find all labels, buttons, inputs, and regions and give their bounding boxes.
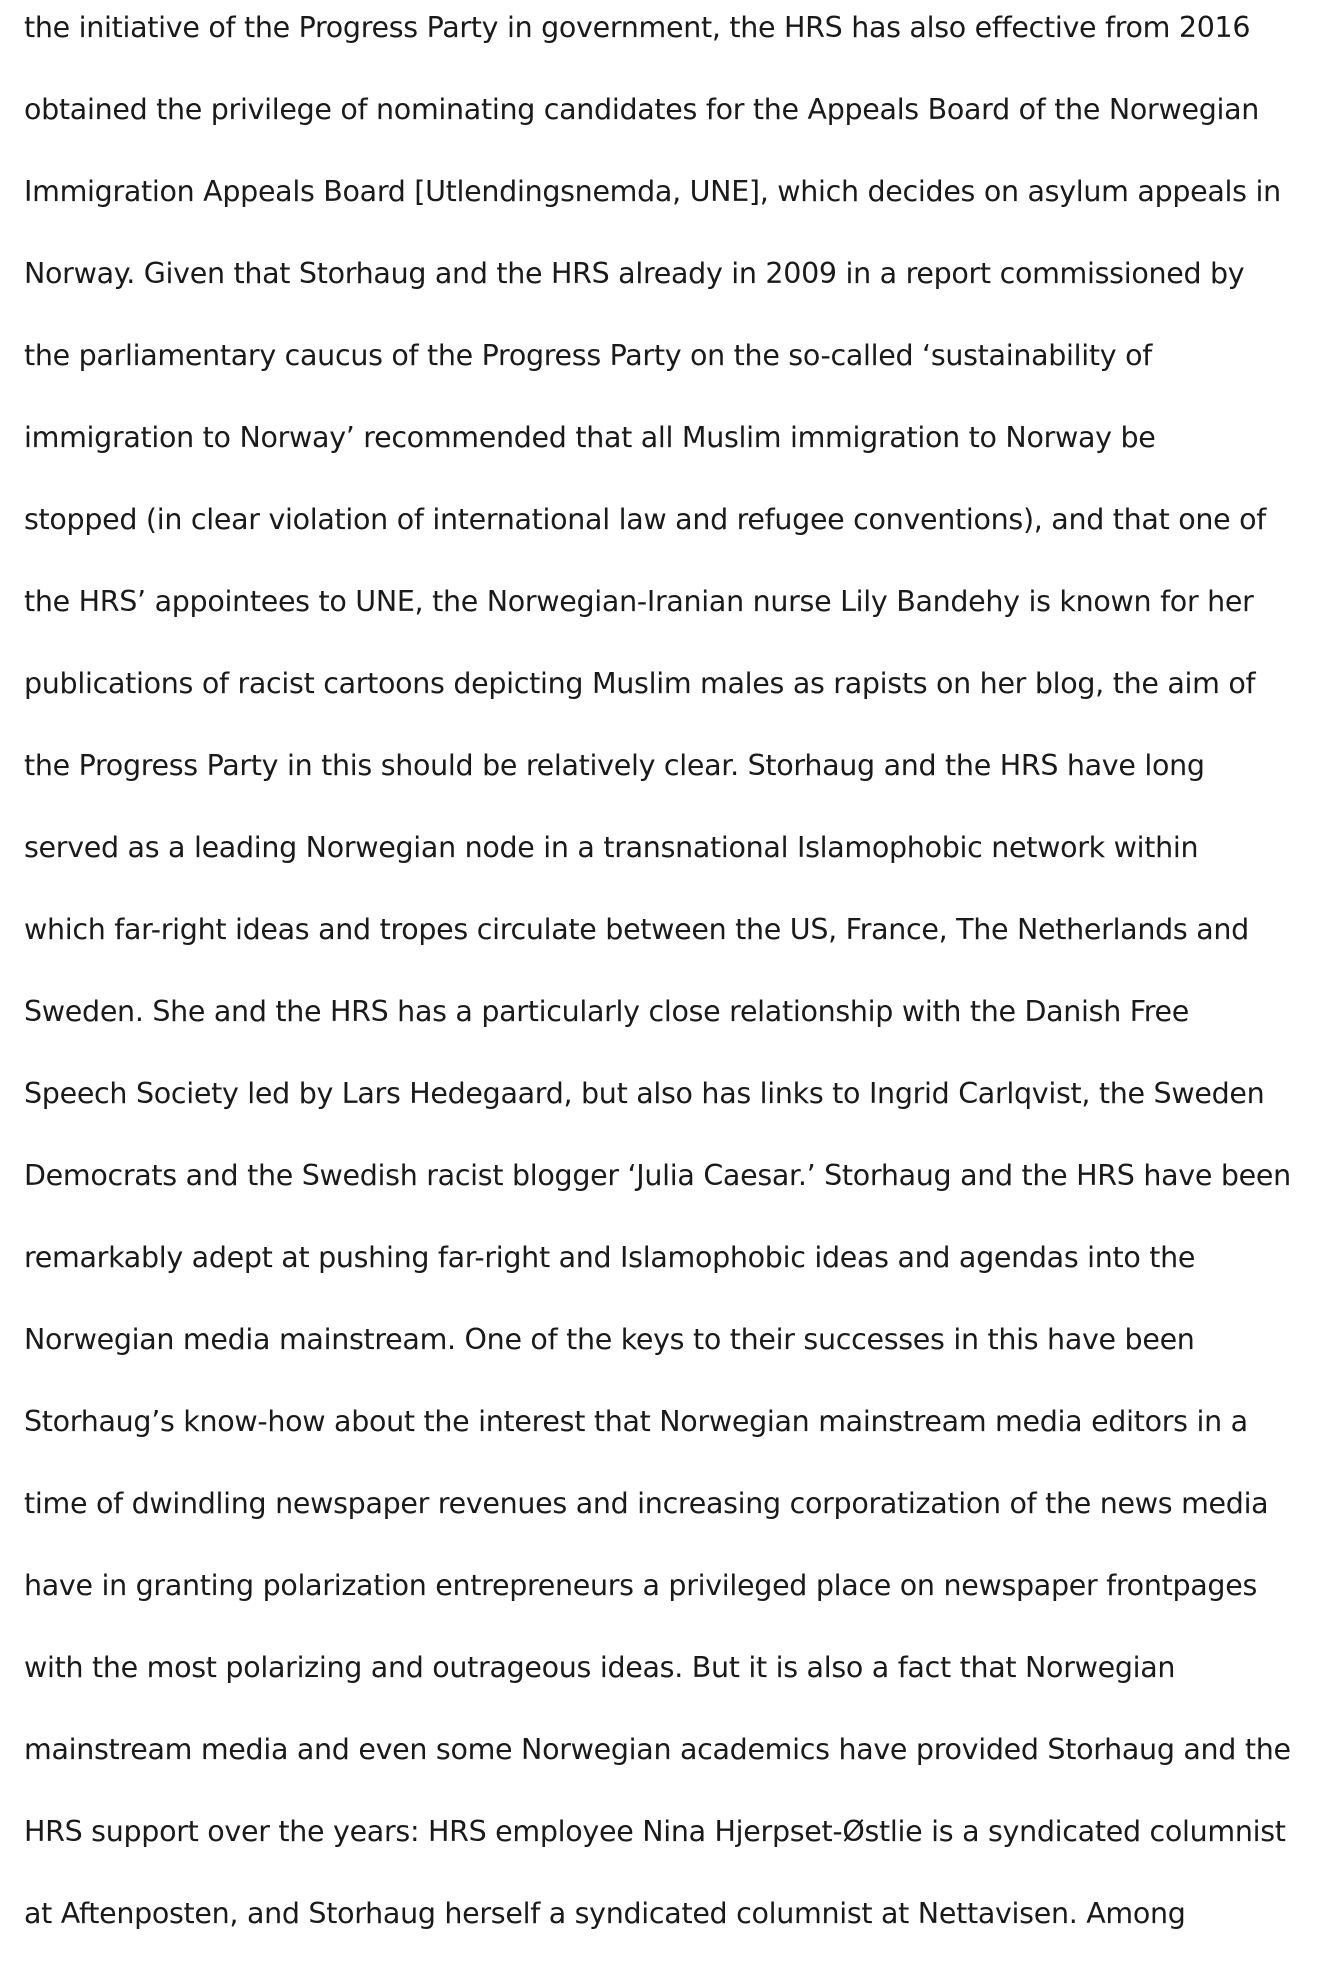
text-line: the parliamentary caucus of the Progress Party on the so-called ‘sustainability of [24, 339, 1152, 372]
text-line: Norwegian media mainstream. One of the keys to their successes in this have been [24, 1323, 1195, 1356]
text-line: the initiative of the Progress Party in government, the HRS has also effective from 2016 [24, 11, 1251, 44]
text-line: at Aftenposten, and Storhaug herself a syndicated columnist at Nettavisen. Among [24, 1897, 1186, 1930]
text-line: remarkably adept at pushing far-right and Islamophobic ideas and agendas into the [24, 1241, 1196, 1274]
text-line: the Progress Party in this should be relatively clear. Storhaug and the HRS have long [24, 749, 1205, 782]
text-line: which far-right ideas and tropes circulate between the US, France, The Netherlands and [24, 913, 1249, 946]
body-text [24, 0, 1314, 1968]
text-line: HRS support over the years: HRS employee Nina Hjerpset-Østlie is a syndicated columnist [24, 1815, 1286, 1848]
text-line: Democrats and the Swedish racist blogger ‘Julia Caesar.’ Storhaug and the HRS have been [24, 1159, 1291, 1192]
text-line: Speech Society led by Lars Hedegaard, but also has links to Ingrid Carlqvist, the Sweden [24, 1077, 1265, 1110]
text-line: publications of racist cartoons depicting Muslim males as rapists on her blog, the aim of [24, 667, 1256, 700]
text-line: Sweden. She and the HRS has a particularly close relationship with the Danish Free [24, 995, 1190, 1028]
text-line: the HRS’ appointees to UNE, the Norwegian-Iranian nurse Lily Bandehy is known for her [24, 585, 1254, 618]
text-line: Immigration Appeals Board [Utlendingsnemda, UNE], which decides on asylum appeals in [24, 175, 1281, 208]
text-line: Norway. Given that Storhaug and the HRS already in 2009 in a report commissioned by [24, 257, 1245, 290]
text-line: served as a leading Norwegian node in a transnational Islamophobic network within [24, 831, 1199, 864]
text-line: stopped (in clear violation of international law and refugee conventions), and that one of [24, 503, 1266, 536]
text-line: with the most polarizing and outrageous ideas. But it is also a fact that Norwegian [24, 1651, 1176, 1684]
text-line: have in granting polarization entrepreneurs a privileged place on newspaper frontpages [24, 1569, 1257, 1602]
text-line: mainstream media and even some Norwegian academics have provided Storhaug and the [24, 1733, 1291, 1766]
text-line: obtained the privilege of nominating candidates for the Appeals Board of the Norwegian [24, 93, 1260, 126]
text-line: time of dwindling newspaper revenues and increasing corporatization of the news media [24, 1487, 1269, 1520]
text-line: immigration to Norway’ recommended that all Muslim immigration to Norway be [24, 421, 1156, 454]
text-line: Storhaug’s know-how about the interest that Norwegian mainstream media editors in a [24, 1405, 1248, 1438]
